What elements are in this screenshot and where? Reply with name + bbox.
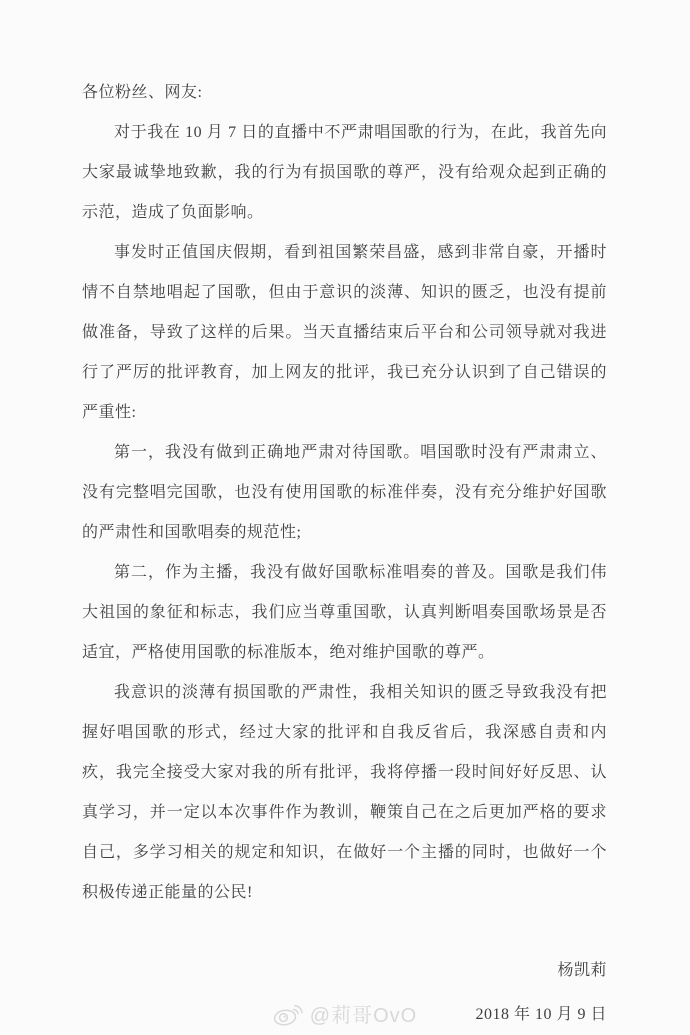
paragraph-apology: 对于我在 10 月 7 日的直播中不严肃唱国歌的行为，在此，我首先向大家最诚挚地致歉，我的行为有损国歌的尊严，没有给观众起到正确的示范，造成了负面影响。 — [82, 124, 607, 221]
paragraph-second-point: 第二，作为主播，我没有做好国歌标准唱奏的普及。国歌是我们伟大祖国的象征和标志，我们应当尊重国歌，认真判断唱奏国歌场景是否适宜，严格使用国歌的标准版本，绝对维护国歌的尊严。 — [82, 564, 607, 661]
signature-date: 2018 年 10 月 9 日 — [475, 1006, 607, 1023]
paragraph-incident: 事发时正值国庆假期，看到祖国繁荣昌盛，感到非常自豪，开播时情不自禁地唱起了国歌，但由于意识的淡薄、知识的匮乏，也没有提前做准备，导致了这样的后果。当天直播结束后平台和公司领导就对我进行了严厉的批评教育，加上网友的批评，我已充分认识到了自己错误的严重性: — [82, 244, 607, 421]
watermark-handle: @莉哥OvO — [309, 1005, 418, 1027]
weibo-watermark — [0, 999, 690, 1028]
apology-letter — [82, 73, 607, 1035]
salutation: 各位粉丝、网友: — [82, 84, 203, 101]
weibo-logo-icon — [273, 1001, 303, 1027]
signature-name: 杨凯莉 — [557, 962, 607, 979]
paragraph-resolution: 我意识的淡薄有损国歌的严肃性，我相关知识的匮乏导致我没有把握好唱国歌的形式，经过大家的批评和自我反省后，我深感自责和内疚，我完全接受大家对我的所有批评，我将停播一段时间好好反思、认真学习，并一定以本次事件作为教训，鞭策自己在之后更加严格的要求自己，多学习相关的规定和知识，在做好一个主播的同时，也做好一个积极传递正能量的公民! — [82, 684, 607, 901]
paragraph-first-point: 第一，我没有做到正确地严肃对待国歌。唱国歌时没有严肃肃立、没有完整唱完国歌，也没有使用国歌的标准伴奏，没有充分维护好国歌的严肃性和国歌唱奏的规范性; — [82, 444, 607, 541]
